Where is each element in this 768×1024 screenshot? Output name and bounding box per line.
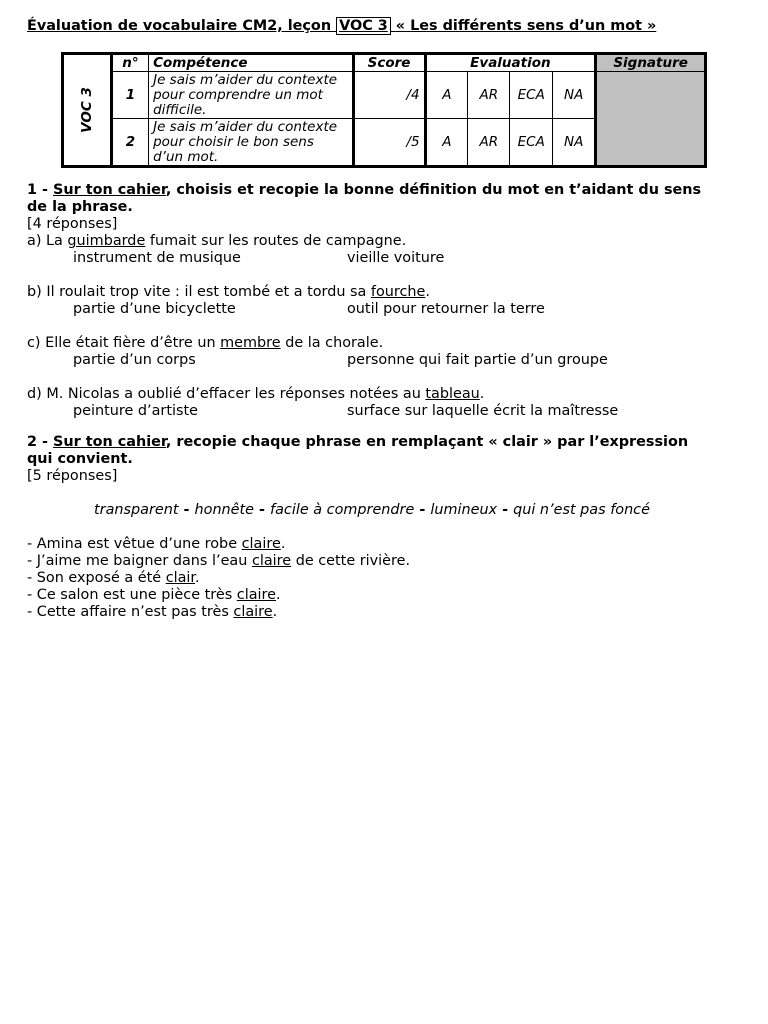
exercise1-instruction (27, 182, 717, 216)
sentence-text: - Amina est vêtue d’une robe (27, 536, 242, 552)
sentence-text: - Ce salon est une pièce très (27, 587, 237, 603)
sentence-text: - Son exposé a été (27, 570, 166, 586)
sentence-text: . (195, 570, 200, 586)
lesson-code: VOC 3 (336, 17, 391, 35)
sentence (27, 536, 717, 553)
level-eca: ECA (510, 72, 553, 119)
item-text: . (425, 284, 430, 300)
word-option: lumineux (430, 502, 498, 518)
option-1 (73, 403, 347, 420)
side-label-cell (63, 54, 112, 167)
option-2 (347, 301, 545, 318)
item-text: de la chorale. (280, 335, 384, 351)
target-word: claire (251, 553, 292, 569)
page-title (27, 14, 717, 38)
evaluation-table (61, 52, 707, 168)
word-separator: - (497, 502, 514, 518)
target-word: guimbarde (67, 233, 146, 249)
option-label: surface sur laquelle écrit la maîtresse (347, 403, 619, 419)
target-word: membre (220, 335, 281, 351)
item-text: b) Il roulait trop vite : il est tombé et a tordu sa (27, 284, 371, 300)
option-1 (73, 352, 347, 369)
row-num: 1 (111, 72, 148, 119)
level-na: NA (553, 119, 596, 167)
word-separator: - (414, 502, 431, 518)
header-signature: Signature (596, 54, 706, 72)
exercise1-responses: [4 réponses] (27, 216, 118, 232)
item-text: c) Elle était fière d’être un (27, 335, 221, 351)
option-2 (347, 352, 608, 369)
sentence-text: de cette rivière. (291, 553, 411, 569)
level-na: NA (553, 72, 596, 119)
option-label: personne qui fait partie d’un groupe (347, 352, 608, 368)
target-word: claire (241, 536, 281, 552)
target-word: tableau (425, 386, 480, 402)
item-text: d) M. Nicolas a oublié d’effacer les réponses notées au (27, 386, 426, 402)
level-eca: ECA (510, 119, 553, 167)
target-word: fourche (370, 284, 426, 300)
sentence-text: . (272, 604, 278, 620)
title-prefix: Évaluation de vocabulaire CM2, leçon (27, 18, 332, 34)
target-word: claire (236, 587, 276, 603)
option-label: peinture d’artiste (73, 403, 198, 419)
word-separator: - (254, 502, 271, 518)
row-competence: Je sais m’aider du contexte pour choisir le bon sens d’un mot. (149, 119, 353, 167)
exercise1-instruction-rest: , choisis et recopie la bonne définition du mot en t’aidant du sens de la phrase. (27, 182, 702, 215)
sentence-text: . (280, 536, 286, 552)
option-label: vieille voiture (347, 250, 445, 266)
exercise1-item-b (27, 284, 717, 318)
exercise1-instruction-underlined: Sur ton cahier (53, 182, 166, 198)
option-label: instrument de musique (73, 250, 241, 266)
row-competence: Je sais m’aider du contexte pour comprendre un mot difficile. (149, 72, 353, 119)
word-separator: - (178, 502, 195, 518)
level-a: A (425, 119, 468, 167)
word-option: transparent (94, 502, 179, 518)
level-a: A (425, 72, 468, 119)
sentence (27, 587, 717, 604)
row-score: /4 (353, 72, 425, 119)
header-evaluation: Evaluation (425, 54, 596, 72)
word-option: qui n’est pas foncé (513, 502, 650, 518)
row-num: 2 (111, 119, 148, 167)
exercise1-number: 1 - (27, 182, 48, 198)
exercise2-instruction-rest: , recopie chaque phrase en remplaçant « clair » par l’expression qui convient. (27, 434, 689, 467)
sentence (27, 570, 717, 587)
worksheet-page (27, 14, 717, 621)
word-option: honnête (194, 502, 255, 518)
exercise2-instruction-underlined: Sur ton cahier (53, 434, 166, 450)
option-2 (347, 250, 444, 267)
level-ar: AR (468, 119, 510, 167)
exercise2-number: 2 - (27, 434, 48, 450)
option-1 (73, 250, 347, 267)
option-2 (347, 403, 618, 420)
signature-box (596, 72, 706, 167)
sentence-text: . (275, 587, 281, 603)
header-num: n° (111, 54, 148, 72)
item-text: . (479, 386, 485, 402)
option-label: outil pour retourner la terre (347, 301, 545, 317)
sentence-text: - J’aime me baigner dans l’eau (27, 553, 252, 569)
word-option: facile à comprendre (270, 502, 415, 518)
item-text: fumait sur les routes de campagne. (145, 233, 407, 249)
table-row (63, 72, 706, 119)
header-score: Score (353, 54, 425, 72)
exercise2-responses: [5 réponses] (27, 468, 118, 484)
option-1 (73, 301, 347, 318)
table-header-row (63, 54, 706, 72)
sentence-text: - Cette affaire n’est pas très (27, 604, 234, 620)
sentence (27, 604, 717, 621)
option-label: partie d’une bicyclette (73, 301, 236, 317)
exercise1-item-a (27, 233, 717, 267)
row-score: /5 (353, 119, 425, 167)
level-ar: AR (468, 72, 510, 119)
item-text: a) La (27, 233, 68, 249)
title-suffix: « Les différents sens d’un mot » (395, 18, 657, 34)
target-word: claire (233, 604, 273, 620)
option-label: partie d’un corps (73, 352, 196, 368)
exercise1-item-c (27, 335, 717, 369)
exercise1-item-d (27, 386, 717, 420)
word-bank (27, 502, 717, 519)
exercise2-instruction (27, 434, 717, 468)
target-word: clair (165, 570, 196, 586)
sentence (27, 553, 717, 570)
side-label: VOC 3 (78, 87, 95, 133)
header-competence: Compétence (149, 54, 353, 72)
